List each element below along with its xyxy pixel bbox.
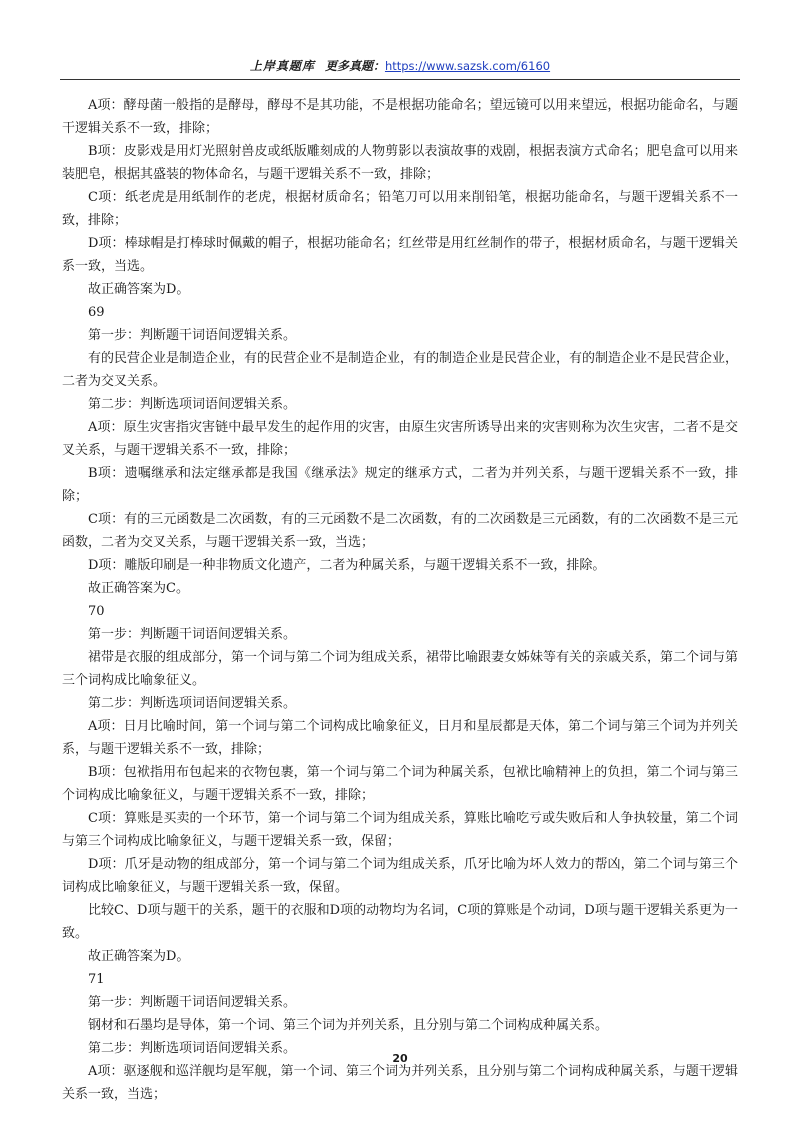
paragraph: C项：纸老虎是用纸制作的老虎，根据材质命名；铅笔刀可以用来削铅笔，根据功能命名，与题干逻辑关系不一致，排除； [62, 190, 738, 228]
paragraph: 70 [88, 604, 105, 619]
paragraph: A项：原生灾害指灾害链中最早发生的起作用的灾害，由原生灾害所诱导出来的灾害则称为次生灾害，二者不是交叉关系，与题干逻辑关系不一致，排除； [62, 420, 738, 458]
paragraph: 第一步：判断题干词语间逻辑关系。 [88, 627, 297, 642]
paragraph: C项：有的三元函数是二次函数，有的三元函数不是二次函数，有的二次函数是三元函数，有的二次函数不是三元函数，二者为交叉关系，与题干逻辑关系一致，当选； [62, 512, 738, 550]
page-number: 20 [392, 1052, 408, 1065]
paragraph: 69 [88, 305, 105, 320]
paragraph: 比较C、D项与题干的关系，题干的衣服和D项的动物均为名词，C项的算账是个动词，D项与题干逻辑关系更为一致。 [62, 903, 738, 941]
paragraph: A项：酵母菌一般指的是酵母，酵母不是其功能，不是根据功能命名；望远镜可以用来望远，根据功能命名，与题干逻辑关系不一致，排除； [62, 98, 738, 136]
paragraph: D项：雕版印刷是一种非物质文化遗产，二者为种属关系，与题干逻辑关系不一致，排除。 [88, 558, 606, 573]
paragraph: B项：包袱指用布包起来的衣物包裹，第一个词与第二个词为种属关系，包袱比喻精神上的负担，第二个词与第三个词构成比喻象征义，与题干逻辑关系不一致，排除； [62, 765, 738, 803]
paragraph: 故正确答案为C。 [88, 581, 189, 596]
paragraph: 第一步：判断题干词语间逻辑关系。 [88, 328, 297, 343]
paragraph: 第二步：判断选项词语间逻辑关系。 [88, 1041, 297, 1056]
paragraph: 第二步：判断选项词语间逻辑关系。 [88, 397, 297, 412]
paragraph: 故正确答案为D。 [88, 949, 190, 964]
paragraph: D项：爪牙是动物的组成部分，第一个词与第二个词为组成关系，爪牙比喻为坏人效力的帮凶，第二个词与第三个词构成比喻象征义，与题干逻辑关系一致，保留。 [62, 857, 738, 895]
paragraph: C项：算账是买卖的一个环节，第一个词与第二个词为组成关系，算账比喻吃亏或失败后和人争执较量，第二个词与第三个词构成比喻象征义，与题干逻辑关系一致，保留； [62, 811, 738, 849]
paragraph: 71 [88, 972, 105, 987]
paragraph: 故正确答案为D。 [88, 282, 190, 297]
paragraph: 钢材和石墨均是导体，第一个词、第三个词为并列关系，且分别与第二个词构成种属关系。 [88, 1018, 609, 1033]
paragraph: 裙带是衣服的组成部分，第一个词与第二个词为组成关系，裙带比喻跟妻女姊妹等有关的亲戚关系，第二个词与第三个词构成比喻象征义。 [62, 650, 739, 688]
header-divider [60, 79, 740, 80]
header-link[interactable]: https://www.sazsk.com/6160 [384, 59, 551, 73]
paragraph: D项：棒球帽是打棒球时佩戴的帽子，根据功能命名；红丝带是用红丝制作的带子，根据材质命名，与题干逻辑关系一致，当选。 [62, 236, 738, 274]
paragraph: 第一步：判断题干词语间逻辑关系。 [88, 995, 297, 1010]
paragraph: A项：日月比喻时间，第一个词与第二个词构成比喻象征义，日月和星辰都是天体，第二个词与第三个词为并列关系，与题干逻辑关系不一致，排除； [62, 719, 738, 757]
paragraph: A项：驱逐舰和巡洋舰均是军舰，第一个词、第三个词为并列关系，且分别与第二个词构成种属关系，与题干逻辑关系一致，当选； [62, 1064, 738, 1102]
paragraph: 第二步：判断选项词语间逻辑关系。 [88, 696, 297, 711]
brand-name: 上岸真题库 [249, 59, 315, 73]
paragraph: B项：遗嘱继承和法定继承都是我国《继承法》规定的继承方式，二者为并列关系，与题干逻辑关系不一致，排除； [62, 466, 738, 504]
page-header [0, 58, 800, 74]
paragraph: 有的民营企业是制造企业，有的民营企业不是制造企业，有的制造企业是民营企业，有的制造企业不是民营企业，二者为交叉关系。 [62, 351, 739, 389]
more-questions-label: 更多真题： [324, 59, 385, 73]
document-body [62, 94, 738, 1106]
paragraph: B项：皮影戏是用灯光照射兽皮或纸版雕刻成的人物剪影以表演故事的戏剧，根据表演方式命名；肥皂盒可以用来装肥皂，根据其盛装的物体命名，与题干逻辑关系不一致，排除； [62, 144, 738, 182]
